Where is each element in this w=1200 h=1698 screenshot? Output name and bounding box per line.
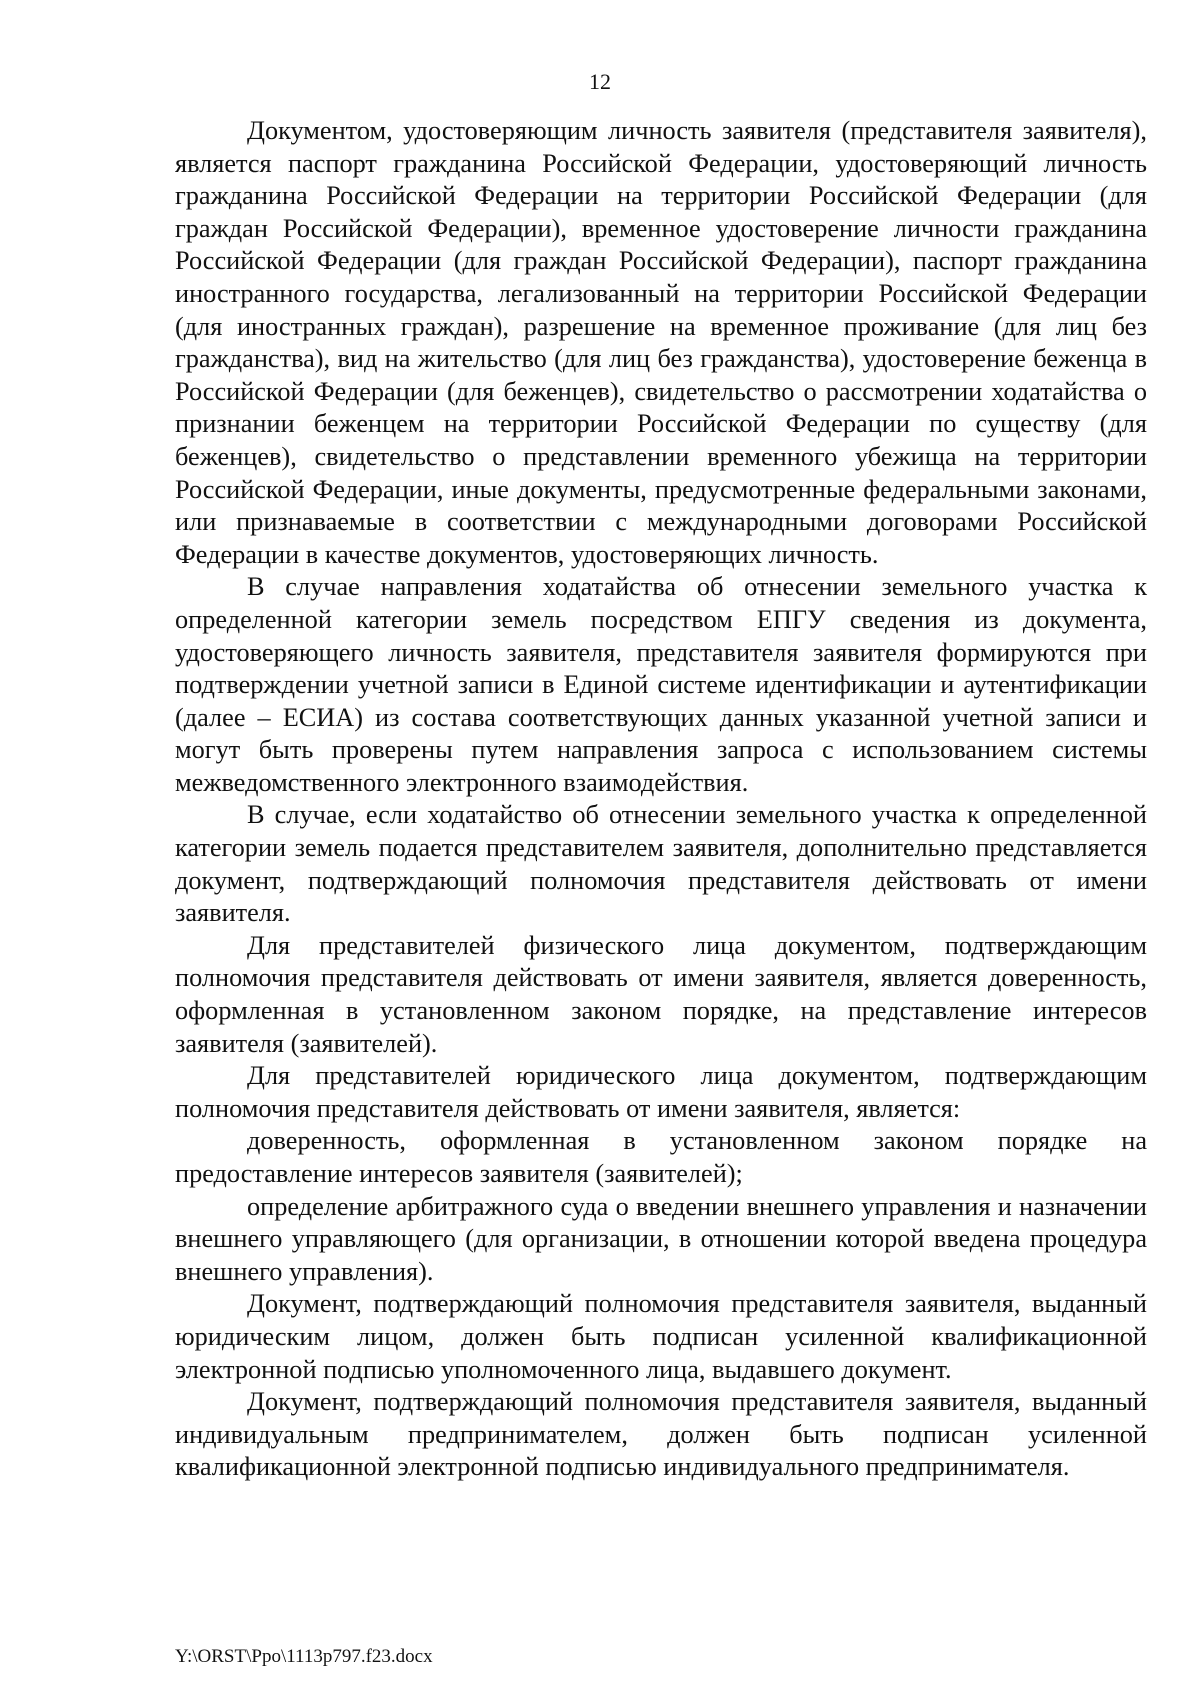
paragraph-entrepreneur-signature: Документ, подтверждающий полномочия представителя заявителя, выданный индивидуальным предпринимателем, должен быть подписан усиленной квалификационной электронной подписью индивидуального предпринимателя. bbox=[175, 1387, 1147, 1482]
paragraph-arbitration-court: определение арбитражного суда о введении внешнего управления и назначении внешнего управляющего (для организации, в отношении которой введена процедура внешнего управления). bbox=[175, 1191, 1147, 1286]
paragraph-identity-documents: Документом, удостоверяющим личность заявителя (представителя заявителя), является паспорт гражданина Российской Федерации, удостоверяющий личность гражданина Российской Федерации на территории Российской Федерации (для граждан Российской Федерации), временное удостоверение личности гражданина Российской Федерации (для граждан Российской Федерации), паспорт гражданина иностранного государства, легализованный на территории Российской Федерации (для иностранных граждан), разрешение на временное проживание (для лиц без гражданства), вид на жительство (для лиц без гражданства), удостоверение беженца в Российской Федерации (для беженцев), свидетельство о рассмотрении ходатайства о признании беженцем на территории Российской Федерации по существу (для беженцев), свидетельство о представлении временного убежища на территории Российской Федерации, иные документы, предусмотренные федеральными законами, или признаваемые в соответствии с международными договорами Российской Федерации в качестве документов, удостоверяющих личность. bbox=[175, 116, 1147, 569]
paragraph-representative: В случае, если ходатайство об отнесении земельного участка к определенной категории земель подается представителем заявителя, дополнительно представляется документ, подтверждающий полномочия представителя действовать от имени заявителя. bbox=[175, 800, 1147, 928]
paragraph-power-of-attorney: доверенность, оформленная в установленном законом порядке на предоставление интересов заявителя (заявителей); bbox=[175, 1126, 1147, 1188]
document-body bbox=[175, 115, 1147, 1484]
paragraph-legal-entity-signature: Документ, подтверждающий полномочия представителя заявителя, выданный юридическим лицом, должен быть подписан усиленной квалификационной электронной подписью уполномоченного лица, выдавшего документ. bbox=[175, 1289, 1147, 1384]
paragraph-individual-representative: Для представителей физического лица документом, подтверждающим полномочия представителя действовать от имени заявителя, является доверенность, оформленная в установленном законом порядке, на представление интересов заявителя (заявителей). bbox=[175, 930, 1147, 1058]
paragraph-legal-entity-representative: Для представителей юридического лица документом, подтверждающим полномочия представителя действовать от имени заявителя, является: bbox=[175, 1061, 1147, 1123]
page-number: 12 bbox=[589, 69, 611, 94]
paragraph-epgu-esia: В случае направления ходатайства об отнесении земельного участка к определенной категории земель посредством ЕПГУ сведения из документа, удостоверяющего личность заявителя, представителя заявителя формируются при подтверждении учетной записи в Единой системе идентификации и аутентификации (далее – ЕСИА) из состава соответствующих данных указанной учетной записи и могут быть проверены путем направления запроса с использованием системы межведомственного электронного взаимодействия. bbox=[175, 572, 1147, 797]
footer-file-path: Y:\ORST\Ppo\1113p797.f23.docx bbox=[175, 1646, 433, 1667]
